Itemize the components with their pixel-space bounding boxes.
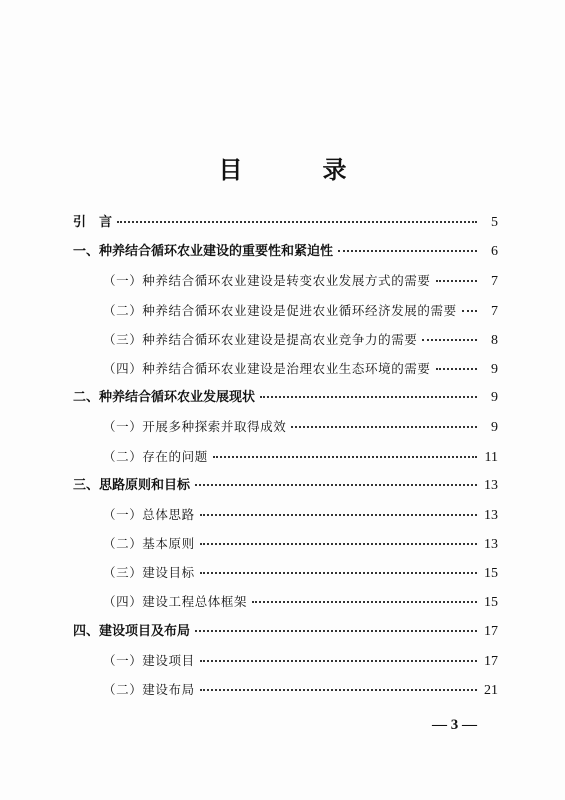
dot-leader — [195, 620, 477, 632]
toc-page-number: 13 — [484, 507, 498, 523]
toc-entry-title: 三、思路原则和目标 — [73, 477, 191, 493]
toc-entry — [73, 646, 498, 675]
toc-page-number: 5 — [491, 215, 498, 230]
toc-entry-title: （四）建设工程总体框架 — [103, 594, 248, 610]
toc-entry-title: 四、建设项目及布局 — [73, 623, 191, 639]
toc-entry-title: （一）开展多种探索并取得成效 — [103, 419, 287, 435]
toc-entry-title: （四）种养结合循环农业建设是治理农业生态环境的需要 — [103, 360, 431, 376]
dot-leader — [200, 504, 477, 516]
toc-entry-title: （一）种养结合循环农业建设是转变农业发展方式的需要 — [103, 273, 431, 289]
toc-page-number: 13 — [484, 537, 498, 553]
toc-page-number: 11 — [484, 449, 498, 465]
page-number-footer: — 3 — — [432, 717, 477, 733]
toc-entry-title: （一）总体思路 — [103, 506, 195, 522]
dot-leader — [200, 533, 477, 545]
toc-entry-title: （一）建设项目 — [103, 652, 195, 668]
toc-page-number: 15 — [484, 566, 498, 582]
dot-leader — [436, 270, 477, 282]
toc-entry-title: （二）基本原则 — [103, 536, 195, 552]
toc-page-number: 8 — [491, 332, 498, 348]
toc-entry — [73, 354, 498, 383]
toc-entry — [73, 237, 498, 266]
page-title: 目 录 — [218, 156, 375, 184]
toc-page-number: 7 — [491, 303, 498, 319]
toc-entry — [73, 266, 498, 295]
toc-entry-title: （三）种养结合循环农业建设是提高农业竞争力的需要 — [103, 331, 418, 347]
dot-leader — [200, 679, 477, 691]
toc-page-number: 6 — [491, 244, 498, 260]
dot-leader — [338, 240, 477, 252]
toc-page-number: 9 — [491, 390, 498, 406]
toc-entry — [73, 558, 498, 587]
toc-entry — [73, 471, 498, 500]
dot-leader — [213, 446, 477, 458]
toc-page-number: 7 — [491, 274, 498, 290]
dot-leader — [195, 474, 477, 486]
dot-leader — [291, 416, 477, 428]
dot-leader — [200, 562, 477, 574]
dot-leader — [422, 329, 477, 341]
dot-leader — [117, 211, 477, 223]
toc-entry — [73, 296, 498, 325]
toc-page-number: 15 — [484, 595, 498, 611]
toc-entry — [73, 208, 498, 237]
toc-entry — [73, 383, 498, 412]
dot-leader — [436, 358, 477, 370]
dot-leader — [252, 591, 477, 603]
toc-page-number: 17 — [484, 653, 498, 669]
toc-entry — [73, 412, 498, 441]
toc-entry-title: （二）建设布局 — [103, 682, 195, 697]
toc-entry-title: 二、种养结合循环农业发展现状 — [73, 390, 256, 406]
toc-page-number: 13 — [484, 477, 498, 493]
toc-page-number: 9 — [491, 361, 498, 377]
table-of-contents — [73, 208, 498, 704]
toc-entry — [73, 587, 498, 616]
toc-entry — [73, 529, 498, 558]
toc-page-number: 21 — [484, 683, 498, 698]
toc-entry — [73, 617, 498, 646]
toc-entry — [73, 500, 498, 529]
dot-leader — [200, 650, 477, 662]
toc-page-number: 17 — [484, 623, 498, 639]
toc-entry — [73, 325, 498, 354]
toc-entry-title: （二）存在的问题 — [103, 448, 208, 464]
toc-entry-title: （三）建设目标 — [103, 565, 195, 581]
dot-leader — [260, 386, 477, 398]
toc-page-number: 9 — [491, 420, 498, 436]
dot-leader — [462, 300, 477, 312]
toc-entry — [73, 442, 498, 471]
toc-entry-title: 引 言 — [73, 215, 113, 230]
toc-entry-title: （二）种养结合循环农业建设是促进农业循环经济发展的需要 — [103, 302, 457, 318]
toc-entry-title: 一、种养结合循环农业建设的重要性和紧迫性 — [73, 244, 334, 260]
toc-entry — [73, 675, 498, 704]
